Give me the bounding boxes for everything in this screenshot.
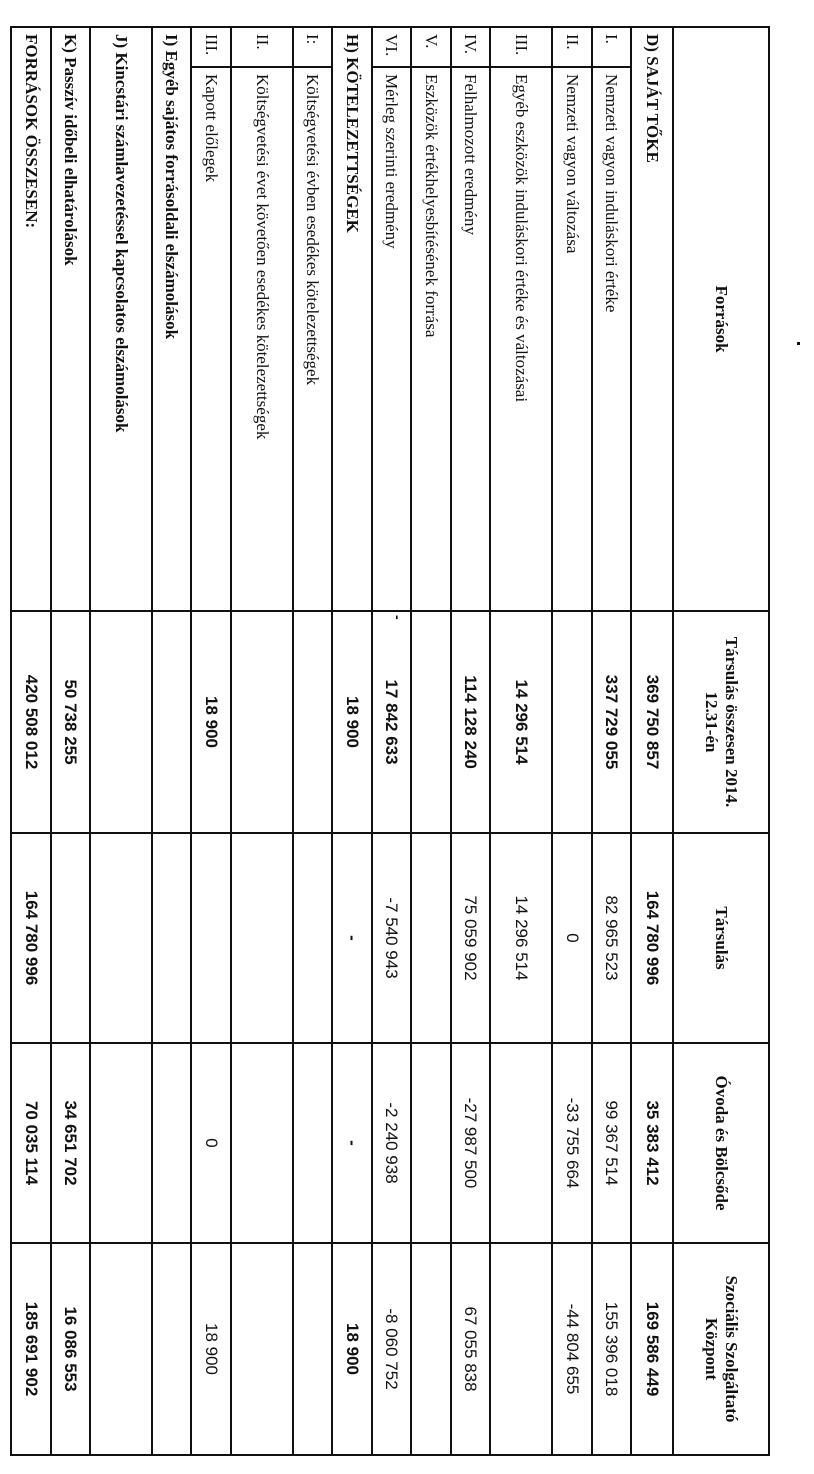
header-total: Társulás összesen 2014. 12.31-én xyxy=(673,611,769,833)
cell-ovoda: 35 383 412 xyxy=(631,1043,673,1243)
row-code: D) xyxy=(642,34,662,52)
cell-total xyxy=(152,611,192,833)
cell-tarsulas: 164 780 996 xyxy=(631,833,673,1043)
cell-tarsulas xyxy=(293,833,333,1043)
cell-ovoda: 34 651 702 xyxy=(51,1043,91,1243)
cell-szocialis: 67 055 838 xyxy=(451,1243,491,1455)
table-row xyxy=(152,27,192,1455)
cell-ovoda: 99 367 514 xyxy=(592,1043,632,1243)
cell-ovoda: -2 240 938 xyxy=(372,1043,412,1243)
row-label xyxy=(332,27,372,611)
row-label xyxy=(11,27,51,611)
row-label: Eszközök értékhelyesbítésének forrása xyxy=(411,67,451,611)
header-ovoda: Óvoda és Bölcsőde xyxy=(673,1043,769,1243)
cell-total: 337 729 055 xyxy=(592,611,632,833)
cell-szocialis: -8 060 752 xyxy=(372,1243,412,1455)
cell-tarsulas: 82 965 523 xyxy=(592,833,632,1043)
row-label: Költségvetési évben esedékes kötelezettségek xyxy=(293,67,333,611)
cell-szocialis: 155 396 018 xyxy=(592,1243,632,1455)
cell-szocialis xyxy=(490,1243,552,1455)
cell-szocialis: 169 586 449 xyxy=(631,1243,673,1455)
cell-tarsulas: 0 xyxy=(552,833,592,1043)
row-label: Egyéb eszközök induláskori értéke és változásai xyxy=(490,67,552,611)
row-code: I: xyxy=(293,27,333,67)
table-row xyxy=(191,27,231,1455)
row-label: Költségvetési évet követően esedékes kötelezettségek xyxy=(231,67,293,611)
cell-szocialis: -44 804 655 xyxy=(552,1243,592,1455)
row-code: H) xyxy=(342,34,362,53)
cell-szocialis xyxy=(152,1243,192,1455)
table-row xyxy=(332,27,372,1455)
table-row xyxy=(372,27,412,1455)
row-code: III. xyxy=(490,27,552,67)
cell-ovoda: -27 987 500 xyxy=(451,1043,491,1243)
row-label xyxy=(631,27,673,611)
cell-tarsulas xyxy=(152,833,192,1043)
row-label: Nemzeti vagyon változása xyxy=(552,67,592,611)
cell-tarsulas xyxy=(51,833,91,1043)
row-label-text: SAJÁT TŐKE xyxy=(642,56,662,163)
cell-ovoda xyxy=(490,1043,552,1243)
cell-tarsulas xyxy=(231,833,293,1043)
cell-szocialis xyxy=(293,1243,333,1455)
row-code: VI. xyxy=(372,27,412,67)
cell-szocialis xyxy=(411,1243,451,1455)
cell-tarsulas xyxy=(191,833,231,1043)
sources-table xyxy=(10,26,770,1456)
row-code: IV. xyxy=(451,27,491,67)
cell-total xyxy=(552,611,592,833)
table-row xyxy=(293,27,333,1455)
cell-total: 369 750 857 xyxy=(631,611,673,833)
cell-szocialis xyxy=(90,1243,152,1455)
cell-total xyxy=(411,611,451,833)
row-label xyxy=(152,27,192,611)
row-code: III. xyxy=(191,27,231,67)
table-row xyxy=(490,27,552,1455)
cell-szocialis: 18 900 xyxy=(191,1243,231,1455)
cell-value: 17 842 633 xyxy=(382,679,402,765)
cell-tarsulas xyxy=(411,833,451,1043)
cell-szocialis xyxy=(231,1243,293,1455)
cell-total: 18 900 xyxy=(332,611,372,833)
row-label xyxy=(51,27,91,611)
cell-szocialis: 16 086 553 xyxy=(51,1243,91,1455)
cell-total: 14 296 514 xyxy=(490,611,552,833)
cell-ovoda xyxy=(411,1043,451,1243)
table-row xyxy=(552,27,592,1455)
header-label: Források xyxy=(673,27,769,611)
row-code: J) xyxy=(111,34,131,49)
cell-tarsulas xyxy=(90,833,152,1043)
cell-total: 18 900 xyxy=(191,611,231,833)
table-row xyxy=(592,27,632,1455)
cell-total: 50 738 255 xyxy=(51,611,91,833)
table-row xyxy=(451,27,491,1455)
cell-szocialis: 18 900 xyxy=(332,1243,372,1455)
table-row xyxy=(411,27,451,1455)
table-row xyxy=(231,27,293,1455)
row-label xyxy=(90,27,152,611)
row-label-text: Kincstári számlavezetéssel kapcsolatos elszámolások xyxy=(111,52,131,433)
cell-ovoda: -33 755 664 xyxy=(552,1043,592,1243)
cell-ovoda xyxy=(152,1043,192,1243)
cell-total xyxy=(293,611,333,833)
cell-total: 114 128 240 xyxy=(451,611,491,833)
cell-szocialis: 185 691 902 xyxy=(11,1243,51,1455)
cell-tarsulas: 164 780 996 xyxy=(11,833,51,1043)
cell-total xyxy=(372,611,412,833)
table-row xyxy=(631,27,673,1455)
header-tarsulas: Társulás xyxy=(673,833,769,1043)
row-label: Felhalmozott eredmény xyxy=(451,67,491,611)
cell-total: 420 508 012 xyxy=(11,611,51,833)
cell-tarsulas: -7 540 943 xyxy=(372,833,412,1043)
row-code: II. xyxy=(231,27,293,67)
cell-ovoda: 0 xyxy=(191,1043,231,1243)
row-label-text: KÖTELEZETTSÉGEK xyxy=(342,57,362,233)
cell-tarsulas: 75 059 902 xyxy=(451,833,491,1043)
cell-ovoda xyxy=(293,1043,333,1243)
cell-total xyxy=(90,611,152,833)
header-row xyxy=(673,27,769,1455)
row-code: I. xyxy=(592,27,632,67)
cell-tarsulas: - xyxy=(332,833,372,1043)
row-code: K) xyxy=(61,34,81,53)
cell-tarsulas: 14 296 514 xyxy=(490,833,552,1043)
prefix-dash: - xyxy=(390,615,407,620)
cell-ovoda: - xyxy=(332,1043,372,1243)
speck-mark xyxy=(797,342,800,345)
row-label: Nemzeti vagyon induláskori értéke xyxy=(592,67,632,611)
table-row xyxy=(11,27,51,1455)
row-label-text: Egyéb sajátos forrásoldali elszámolások xyxy=(162,50,182,340)
row-code: I) xyxy=(162,34,182,47)
table-row xyxy=(51,27,91,1455)
row-code: II. xyxy=(552,27,592,67)
cell-ovoda xyxy=(231,1043,293,1243)
cell-total xyxy=(231,611,293,833)
header-szocialis: Szociális Szolgáltató Központ xyxy=(673,1243,769,1455)
cell-ovoda: 70 035 114 xyxy=(11,1043,51,1243)
row-label: Kapott előlegek xyxy=(191,67,231,611)
row-label-text: Passzív időbeli elhatárolások xyxy=(61,57,81,266)
row-label-text: FORRÁSOK ÖSSZESEN: xyxy=(21,34,41,229)
table-row xyxy=(90,27,152,1455)
row-code: V. xyxy=(411,27,451,67)
cell-ovoda xyxy=(90,1043,152,1243)
row-label: Mérleg szerinti eredmény xyxy=(372,67,412,611)
